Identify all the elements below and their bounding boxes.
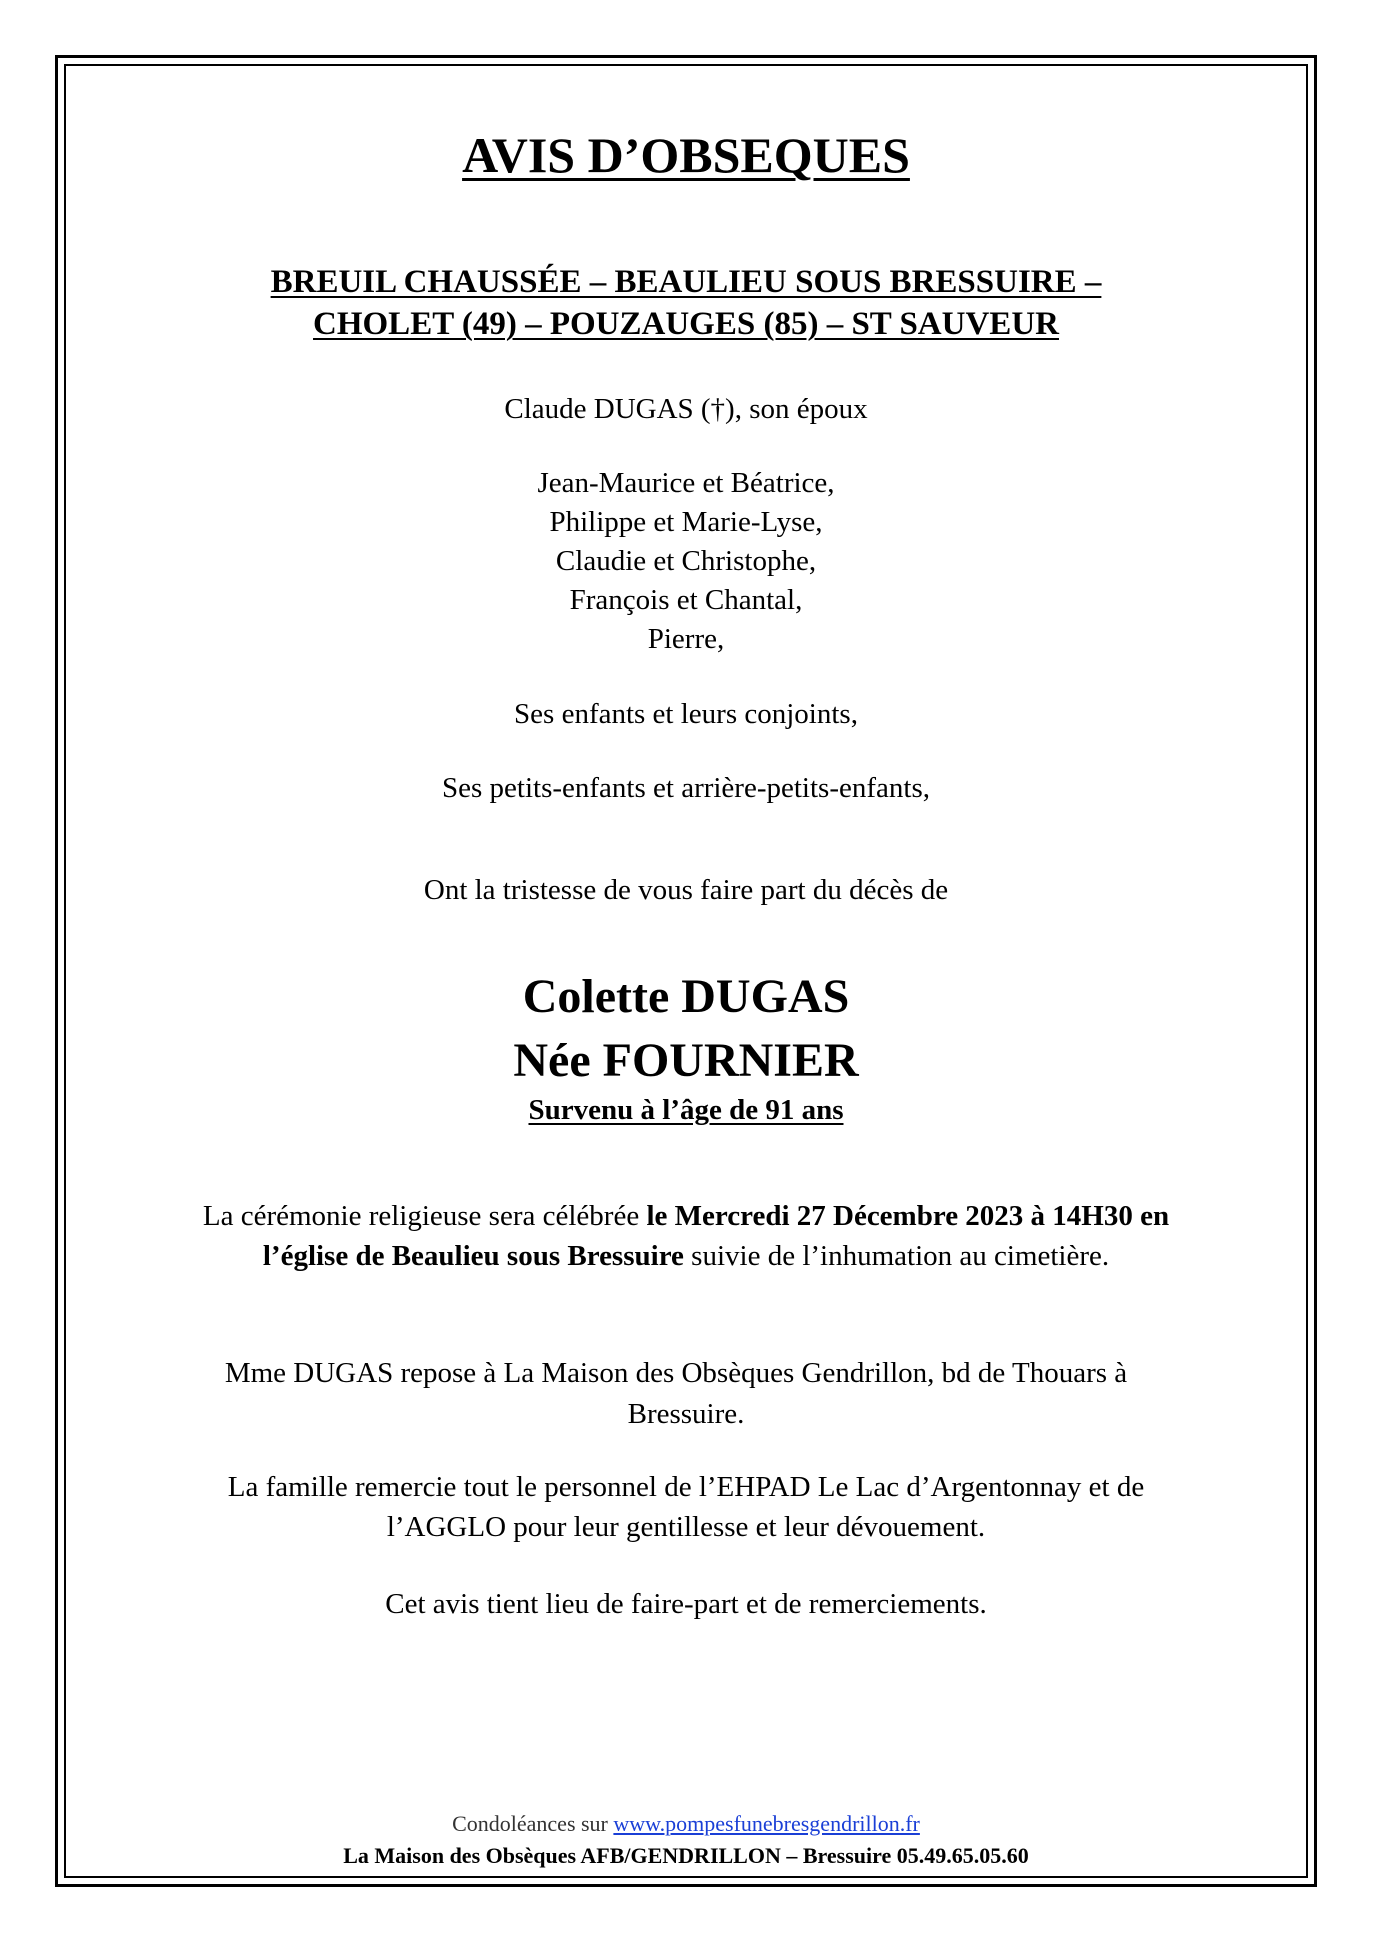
child-line-4: François et Chantal, (569, 584, 803, 616)
ceremony-date: le Mercredi 27 Décembre 2023 à 14H30 en (646, 1200, 1170, 1232)
rest-place-line-2: Bressuire. (627, 1398, 745, 1430)
notice-content (66, 66, 1306, 1876)
deceased-name: Colette DUGAS (522, 970, 850, 1023)
towns-line-1: BREUIL CHAUSSÉE – BEAULIEU SOUS BRESSUIRE – (270, 264, 1102, 300)
page-title: AVIS D’OBSEQUES (462, 127, 910, 183)
grandchildren-caption: Ses petits-enfants et arrière-petits-enfants, (442, 772, 930, 804)
child-line-5: Pierre, (647, 623, 725, 655)
thanks-line-1: La famille remercie tout le personnel de l’EHPAD Le Lac d’Argentonnay et de (227, 1471, 1145, 1503)
ceremony-rest: suivie de l’inhumation au cimetière. (683, 1240, 1110, 1272)
thanks-line-2: l’AGGLO pour leur gentillesse et leur dévouement. (386, 1511, 986, 1543)
child-line-3: Claudie et Christophe, (555, 545, 817, 577)
ceremony-line-1 (66, 1200, 1306, 1233)
ceremony-line-2 (66, 1240, 1306, 1273)
website-link[interactable]: www.pompesfunebresgendrillon.fr (613, 1811, 920, 1836)
towns-line-2: CHOLET (49) – POUZAUGES (85) – ST SAUVEUR (313, 306, 1059, 342)
deceased-age: Survenu à l’âge de 91 ans (528, 1094, 844, 1126)
rest-place-line-1: Mme DUGAS repose à La Maison des Obsèques Gendrillon, bd de Thouars à (224, 1357, 1128, 1389)
announcement-line: Ont la tristesse de vous faire part du décès de (423, 874, 949, 906)
deceased-birth-name: Née FOURNIER (513, 1034, 859, 1087)
company-line: La Maison des Obsèques AFB/GENDRILLON – Bressuire 05.49.65.05.60 (343, 1843, 1029, 1868)
children-caption: Ses enfants et leurs conjoints, (514, 698, 858, 730)
notice-line: Cet avis tient lieu de faire-part et de remerciements. (385, 1588, 987, 1620)
condolences-line (66, 1811, 1306, 1837)
spouse-line: Claude DUGAS (†), son époux (504, 393, 868, 425)
child-line-2: Philippe et Marie-Lyse, (549, 506, 823, 538)
ceremony-intro: La cérémonie religieuse sera célébrée (202, 1200, 647, 1232)
child-line-1: Jean-Maurice et Béatrice, (537, 467, 835, 499)
ceremony-place: l’église de Beaulieu sous Bressuire (262, 1240, 684, 1272)
condolences-label: Condoléances sur (452, 1811, 614, 1836)
